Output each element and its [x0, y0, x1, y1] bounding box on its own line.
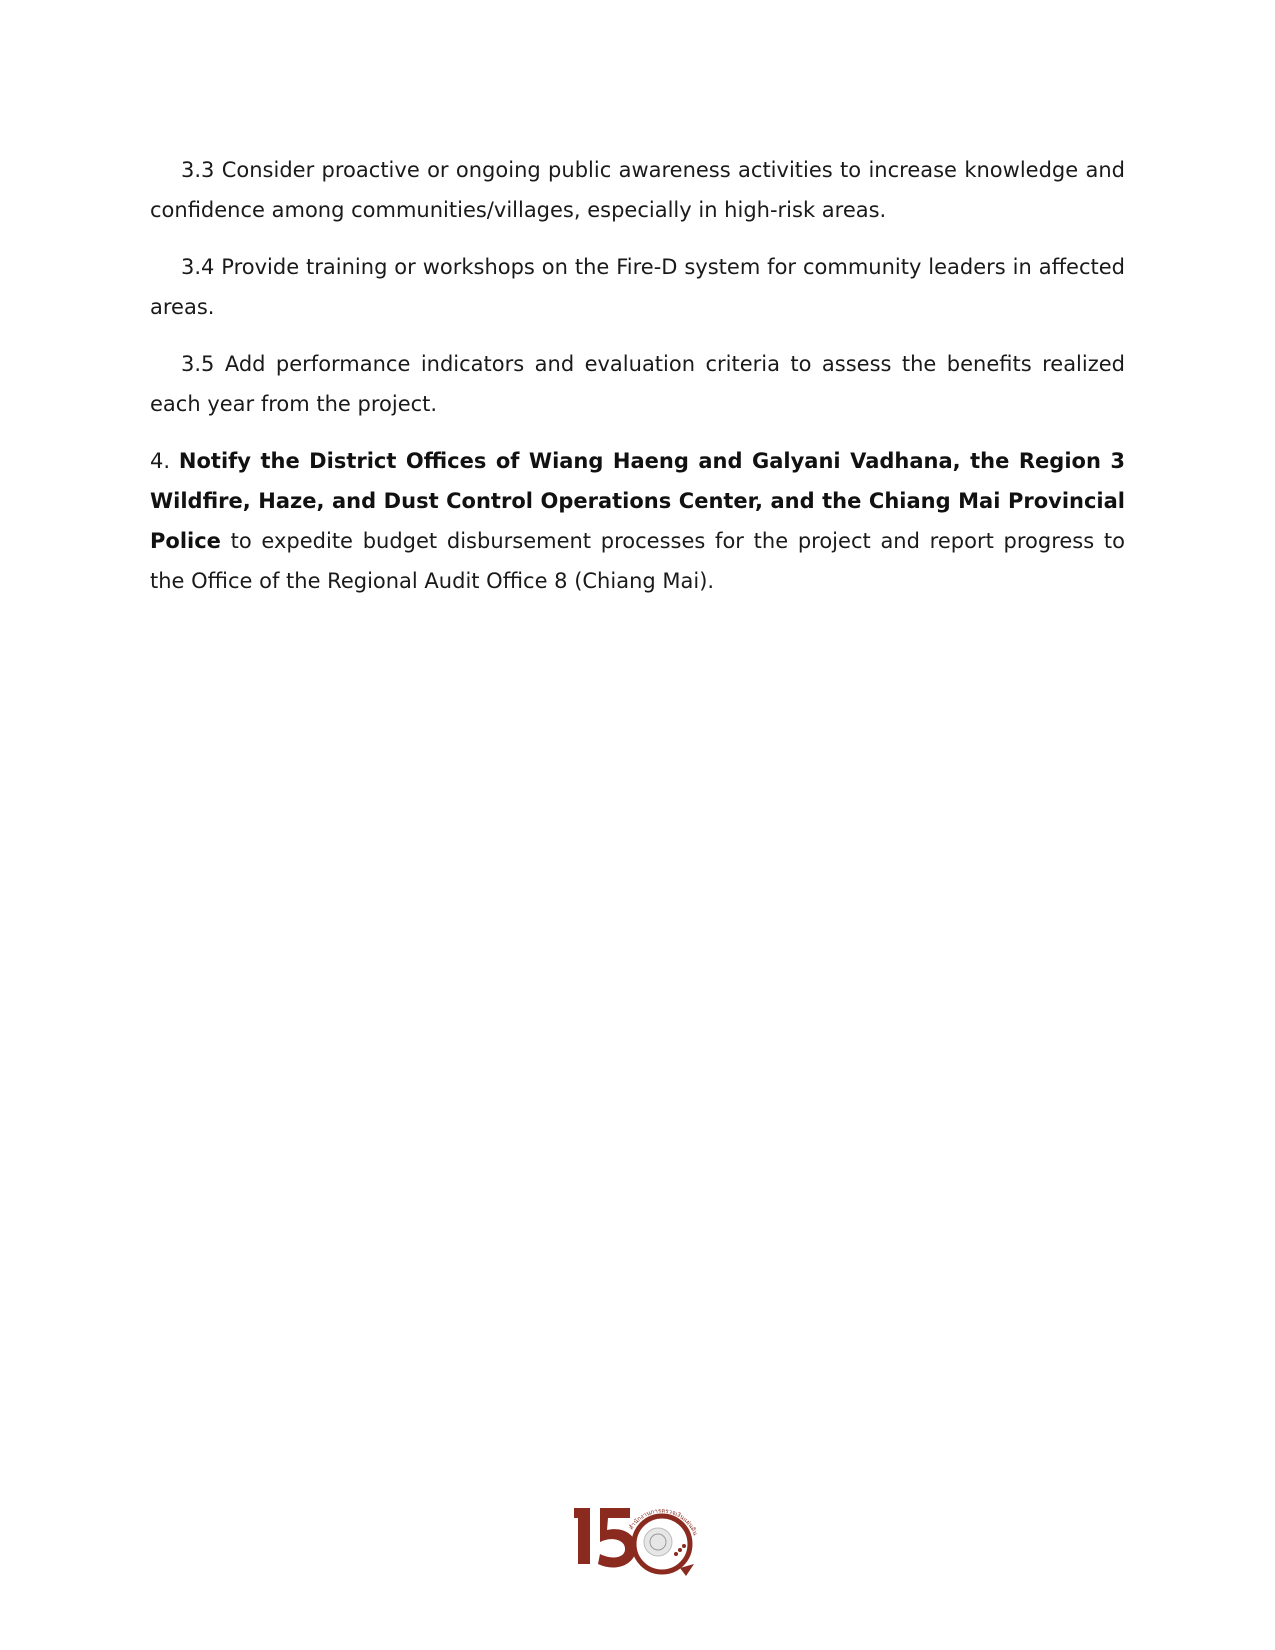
paragraph-4-text: to expedite budget disbursement processes for the project and report progress to the Office of the Regional Audit Office 8 (Chiang Mai).	[150, 529, 1125, 593]
document-body	[150, 150, 1125, 618]
paragraph-4-bold-text: Notify the District Offices of Wiang Haeng and Galyani Vadhana, the Region 3 Wildfire, Haze, and Dust Control Operations Center, and the Chiang Mai Provincial Police	[150, 449, 1125, 553]
paragraph-4-number: 4.	[150, 449, 179, 473]
paragraph-3-5: 3.5 Add performance indicators and evaluation criteria to assess the benefits realized each year from the project.	[150, 352, 1125, 416]
logo-arc-text: สำนักงานการตรวจเงินแผ่นดิน	[627, 1507, 699, 1537]
paragraph-4	[150, 441, 1125, 601]
anniversary-logo	[574, 1496, 704, 1578]
paragraph-3-4: 3.4 Provide training or workshops on the Fire-D system for community leaders in affected areas.	[150, 255, 1125, 319]
logo-150-icon	[574, 1496, 704, 1578]
paragraph-3-3: 3.3 Consider proactive or ongoing public awareness activities to increase knowledge and confidence among communities/villages, especially in high-risk areas.	[150, 158, 1125, 222]
